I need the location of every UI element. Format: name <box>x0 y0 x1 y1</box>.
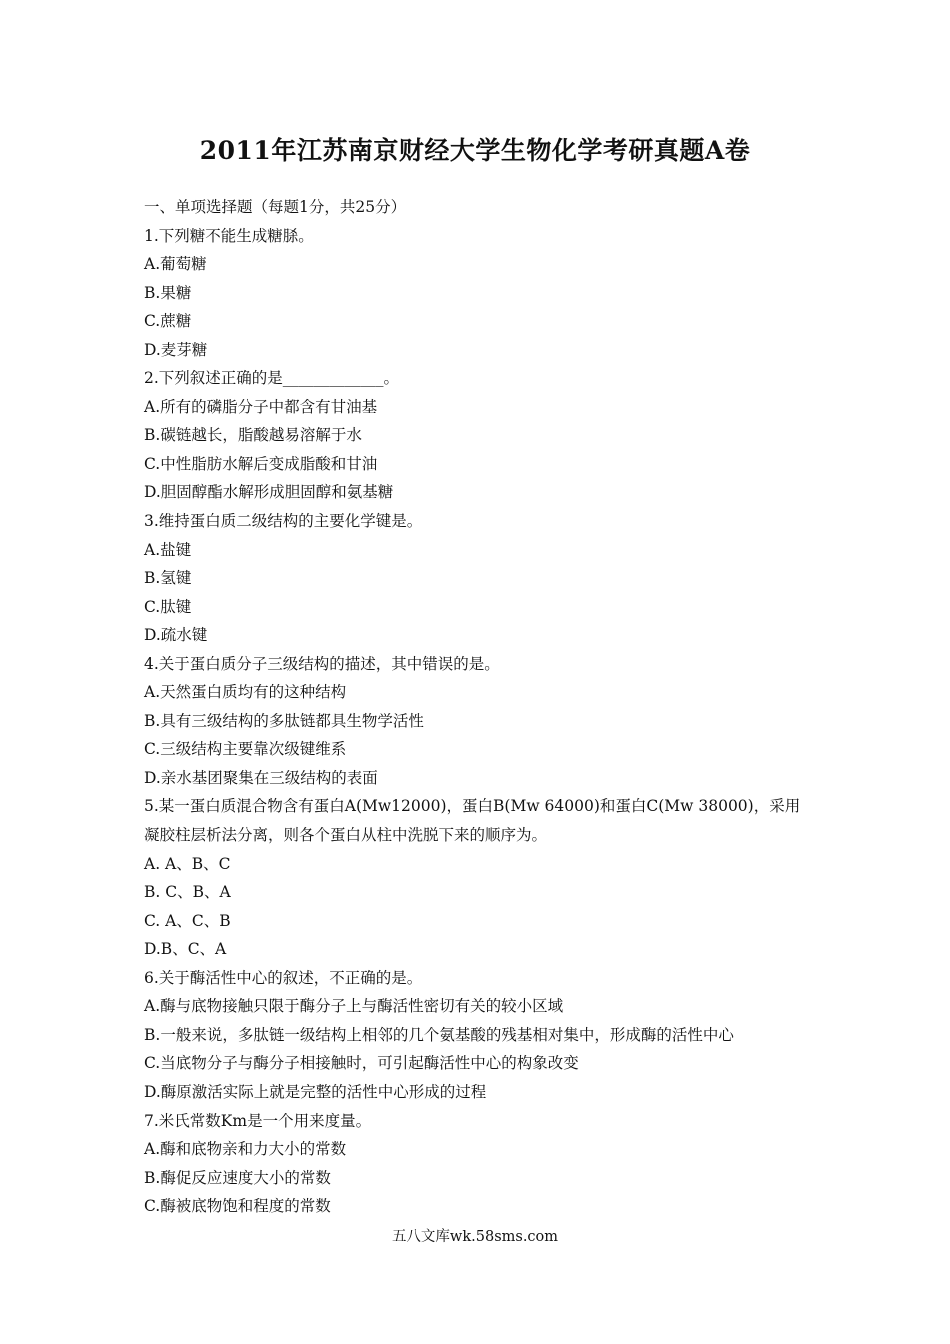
question-stem-continued: 凝胶柱层析法分离，则各个蛋白从柱中洗脱下来的顺序为。 <box>144 826 548 845</box>
answer-option: D.亲水基团聚集在三级结构的表面 <box>144 768 378 787</box>
question-stem: 2.下列叙述正确的是_____________。 <box>144 369 400 388</box>
page-title: 2011年江苏南京财经大学生物化学考研真题A卷 <box>199 136 751 165</box>
question-stem: 5.某一蛋白质混合物含有蛋白A(Mw12000)，蛋白B(Mw 64000)和蛋白C(Mw 38000)，采用 <box>144 797 801 816</box>
page-footer: 五八文库wk.58sms.com <box>391 1229 559 1245</box>
answer-option: C.当底物分子与酶分子相接触时，可引起酶活性中心的构象改变 <box>144 1054 579 1073</box>
answer-option: B.氢键 <box>144 569 192 588</box>
answer-option: B. C、B、A <box>144 883 231 902</box>
answer-option: A. A、B、C <box>144 854 231 873</box>
answer-option: D.麦芽糖 <box>144 340 208 359</box>
answer-option: C.酶被底物饱和程度的常数 <box>144 1197 331 1216</box>
answer-option: A.酶和底物亲和力大小的常数 <box>144 1140 347 1159</box>
exam-content <box>144 193 824 1221</box>
answer-option: C.蔗糖 <box>144 312 192 331</box>
answer-option: A.酶与底物接触只限于酶分子上与酶活性密切有关的较小区域 <box>144 997 564 1016</box>
answer-option: D.B、C、A <box>144 940 227 959</box>
question-stem: 3.维持蛋白质二级结构的主要化学键是。 <box>144 512 423 531</box>
answer-option: C.肽键 <box>144 597 192 616</box>
question-stem: 1.下列糖不能生成糖脎。 <box>144 226 314 245</box>
answer-option: C.三级结构主要靠次级键维系 <box>144 740 347 759</box>
section-heading: 一、单项选择题（每题1分，共25分） <box>144 198 407 216</box>
answer-option: A.天然蛋白质均有的这种结构 <box>144 683 347 702</box>
answer-option: C. A、C、B <box>144 911 231 930</box>
answer-option: A.葡萄糖 <box>144 255 207 274</box>
answer-option: B.酶促反应速度大小的常数 <box>144 1168 331 1187</box>
answer-option: A.盐键 <box>144 540 192 559</box>
question-stem: 6.关于酶活性中心的叙述，不正确的是。 <box>144 968 423 987</box>
answer-option: D.胆固醇酯水解形成胆固醇和氨基糖 <box>144 483 394 502</box>
answer-option: B.具有三级结构的多肽链都具生物学活性 <box>144 711 424 730</box>
answer-option: D.酶原激活实际上就是完整的活性中心形成的过程 <box>144 1082 487 1101</box>
question-stem: 4.关于蛋白质分子三级结构的描述，其中错误的是。 <box>144 654 500 673</box>
answer-option: C.中性脂肪水解后变成脂酸和甘油 <box>144 454 378 473</box>
answer-option: B.果糖 <box>144 283 192 302</box>
question-stem: 7.米氏常数Km是一个用来度量。 <box>144 1111 372 1130</box>
answer-option: D.疏水键 <box>144 626 208 645</box>
answer-option: B.碳链越长，脂酸越易溶解于水 <box>144 426 362 445</box>
answer-option: B.一般来说，多肽链一级结构上相邻的几个氨基酸的残基相对集中，形成酶的活性中心 <box>144 1025 734 1044</box>
answer-option: A.所有的磷脂分子中都含有甘油基 <box>144 397 378 416</box>
